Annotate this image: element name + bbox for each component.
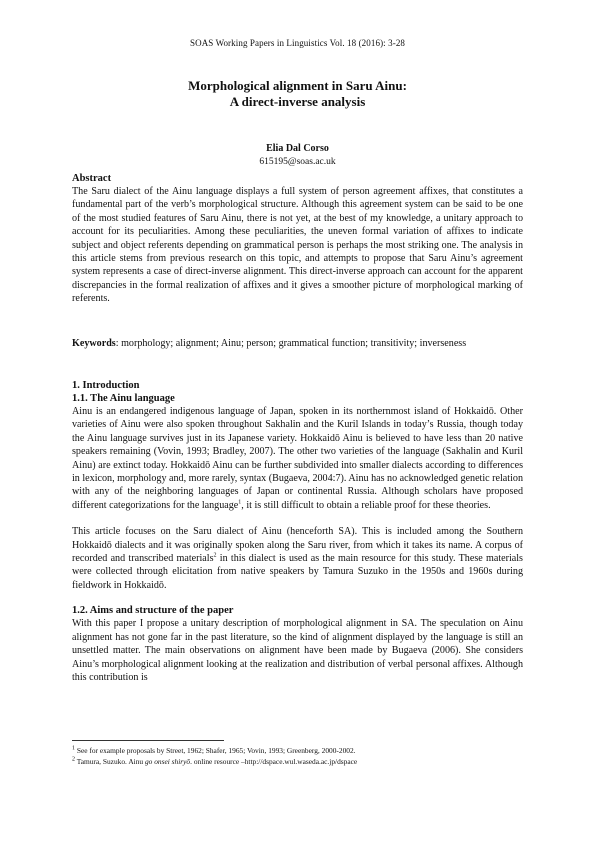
- abstract-section: [72, 172, 523, 306]
- footnote-text: See for example proposals by Street, 1962; Shafer, 1965; Vovin, 1993; Greenberg, 2000-2002.: [75, 746, 356, 755]
- para-text: Ainu is an endangered indigenous language of Japan, spoken in its northernmost island of Hokkaidō. Other varieties of Ainu were also spoken throughout Sakhalin and the Kuril Islands in today’s Russia, though today the Ainu language survives just in its Japanese variety. Hokkaidō Ainu is believed to have less than 20 native speakers remaining (Vovin, 1993; Bradley, 2007). The other two varieties of the language (Sakhalin and Kuril Ainu) are extinct today. Hokkaidō Ainu can be further subdivided into smaller dialects according to differences in lexicon, morphology and, more rarely, syntax (Bugaeva, 2004:7). Ainu has no acknowledged genetic relation with any of the neighboring languages of Japan or continental Russia. Although scholars have proposed different categorizations for the language: [72, 406, 523, 511]
- section-1-2-paragraph-1: With this paper I propose a unitary description of morphological alignment in SA. The speculation on Ainu alignment has not gone far in the past literature, so the kind of alignment displayed by the language is still an unsettled matter. The main observations on alignment have been made by Bugaeva (2006). She considers Ainu’s morphological alignment looking at the realization and distribution of verbal personal affixes. Although this contribution is: [72, 618, 523, 683]
- footnote-2: [72, 757, 523, 768]
- footnote-mark-1: 1: [72, 745, 75, 752]
- footnote-link-text[interactable]: . online resource –http://dspace.wul.waseda.ac.jp/dspace: [190, 756, 358, 766]
- section-1-1-paragraph-1: [72, 405, 523, 512]
- running-head: SOAS Working Papers in Linguistics Vol. 18 (2016): 3-28: [189, 38, 406, 48]
- section-introduction: [72, 379, 523, 684]
- footnote-mark-2: 2: [72, 756, 75, 763]
- abstract-heading: Abstract: [72, 173, 112, 184]
- author-email[interactable]: 615195@soas.ac.uk: [259, 157, 336, 167]
- para-text: , it is still difficult to obtain a reliable proof for these theories.: [241, 499, 491, 511]
- footnote-text: Tamura, Suzuko. Ainu: [75, 756, 145, 766]
- keywords-text: : morphology; alignment; Ainu; person; grammatical function; transitivity; inverseness: [115, 338, 467, 349]
- section-1-2-heading: 1.2. Aims and structure of the paper: [72, 605, 234, 617]
- keywords-label: Keywords: [72, 338, 116, 349]
- section-1-heading: 1. Introduction: [72, 380, 140, 391]
- para-text: This article focuses on the Saru dialect of Ainu (henceforth SA). This is included among the Southern Hokkaidō dialects and it was originally spoken along the Saru river, from which it takes its name. A corpus of recorded and transcribed materials: [72, 526, 523, 565]
- footnote-italic-title: go onsei shiryō: [144, 756, 191, 766]
- section-1-1-paragraph-2: [72, 525, 523, 592]
- keywords-section: [72, 337, 523, 350]
- footnote-ref-1[interactable]: 1: [238, 499, 242, 506]
- keywords-paragraph: [72, 337, 523, 350]
- footnotes: [72, 746, 523, 767]
- para-text: in this dialect is used as the main resource for this study. These materials were collected through elicitation from native speakers by Tamura Suzuko in the 1950s and 1960s during fieldwork in Hokkaidō.: [72, 553, 523, 591]
- abstract-text: The Saru dialect of the Ainu language displays a full system of person agreement affixes, that constitutes a fundamental part of the verb’s morphological structure. Although this agreement system can be said to be one of the most studied features of Saru Ainu, there is not yet, at the best of my knowledge, a unitary approach to account for its peculiarities. Among these peculiarities, the uneven formal variation of affixes to indicate subject and object referents depending on grammatical person is perhaps the most striking one. The analysis in this article stems from previous research on this topic, and attempts to propose that Saru Ainu’s agreement system represents a case of direct-inverse alignment. This direct-inverse approach can account for the apparent discrepancies in the formal realization of affixes and it gives a smoother picture of morphological marking of referents.: [72, 186, 523, 305]
- section-1-1-heading: 1.1. The Ainu language: [72, 393, 175, 404]
- footnote-1: [72, 746, 523, 757]
- title-line-2: A direct-inverse analysis: [229, 94, 366, 109]
- title-line-1: Morphological alignment in Saru Ainu:: [188, 78, 407, 93]
- footnote-divider: [72, 740, 224, 741]
- footnote-ref-2[interactable]: 2: [213, 552, 217, 559]
- paper-title: [0, 78, 595, 110]
- author-name: Elia Dal Corso: [266, 143, 329, 154]
